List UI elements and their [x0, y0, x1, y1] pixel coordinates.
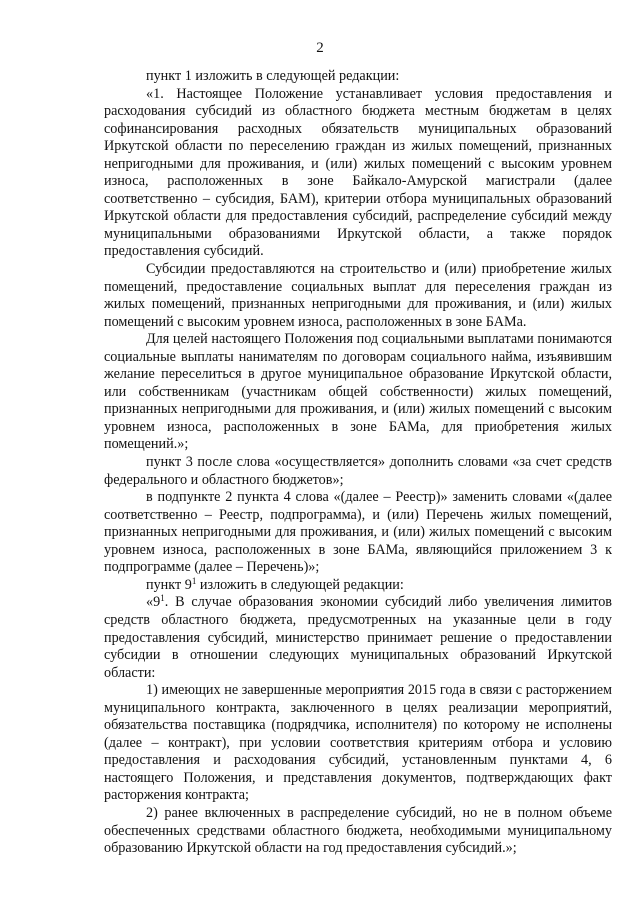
- paragraph-item-1: 1) имеющих не завершенные мероприятия 2015 года в связи с расторжением муниципального контракта, заключенного в целях реализации мероприятий, обязательства поставщика (подрядчика, исполнителя) по которому не исполнены (далее – контракт), при условии соответствия критериям отбора и условию предоставления и расходования субсидий, установленным пунктами 4, 6 настоящего Положения, и представления документов, подтверждающих факт расторжения контракта;: [104, 682, 612, 804]
- paragraph-clause-3: пункт 3 после слова «осуществляется» дополнить словами «за счет средств федерального и областного бюджетов»;: [104, 454, 612, 488]
- paragraph-clause-1-text: «1. Настоящее Положение устанавливает условия предоставления и расходования субсидий из областного бюджета местным бюджетам в целях софинансирования расходных обязательств муниципальных образований Иркутской области по переселению граждан из жилых помещений, признанных непригодными для проживания, и (или) жилых помещений с высоким уровнем износа, расположенных в зоне Байкало-Амурской магистрали (далее соответственно – субсидия, БАМ), критерии отбора муниципальных образований Иркутской области для предоставления субсидий, распределение субсидий между муниципальными образованиями Иркутской области, а также порядок предоставления субсидий.: [104, 85, 612, 260]
- clause-9-1-intro-before: пункт 9: [146, 576, 192, 593]
- clause-9-1-intro-after: изложить в следующей редакции:: [196, 576, 404, 593]
- paragraph-clause-1-intro: пункт 1 изложить в следующей редакции:: [146, 68, 400, 84]
- clause-9-1-text-before: «9: [146, 594, 161, 611]
- paragraph-clause-4-subclause-2: в подпункте 2 пункта 4 слова «(далее – Реестр)» заменить словами «(далее соответственно – Реестр, подпрограмма), и (или) Перечень жилых помещений, признанных непригодными для проживания, и (или) жилых помещений с высоким уровнем износа, расположенных в зоне БАМа, являющийся приложением 3 к подпрограмме (далее – Перечень)»;: [104, 489, 612, 576]
- paragraph-social-payments: Для целей настоящего Положения под социальными выплатами понимаются социальные выплаты нанимателям по договорам социального найма, изъявившим желание переселиться в другое муниципальное образование Иркутской области, или собственникам (участникам общей собственности) жилых помещений, признанных непригодными для проживания, и (или) жилых помещений с высоким уровнем износа, расположенных в зоне БАМа, для приобретения жилых помещений.»;: [104, 331, 612, 453]
- paragraph-clause-9-1-text: [104, 594, 612, 682]
- clause-9-1-text-after: . В случае образования экономии субсидий либо увеличения лимитов средств областного бюджета, предусмотренных на указанные цели в году предоставления субсидий, министерство принимает решение о предоставлении субсидии в отношении следующих муниципальных образований Иркутской области:: [104, 594, 612, 681]
- paragraph-clause-9-1-intro: [104, 577, 612, 595]
- paragraph-item-2: 2) ранее включенных в распределение субсидий, но не в полном объеме обеспеченных средствами областного бюджета, необходимыми муниципальному образованию Иркутской области на год предоставления субсидий.»;: [104, 804, 612, 857]
- page-number: 2: [316, 40, 324, 56]
- paragraph-subsidies-purpose: Субсидии предоставляются на строительство и (или) приобретение жилых помещений, предоставление социальных выплат для переселения граждан из жилых помещений, признанных непригодными для проживания, и (или) жилых помещений с высоким уровнем износа, расположенных в зоне БАМа.: [104, 261, 612, 330]
- clause-9-1-text-superscript: 1: [160, 593, 165, 604]
- clause-9-1-intro-superscript: 1: [191, 575, 197, 586]
- document-body: [104, 68, 612, 858]
